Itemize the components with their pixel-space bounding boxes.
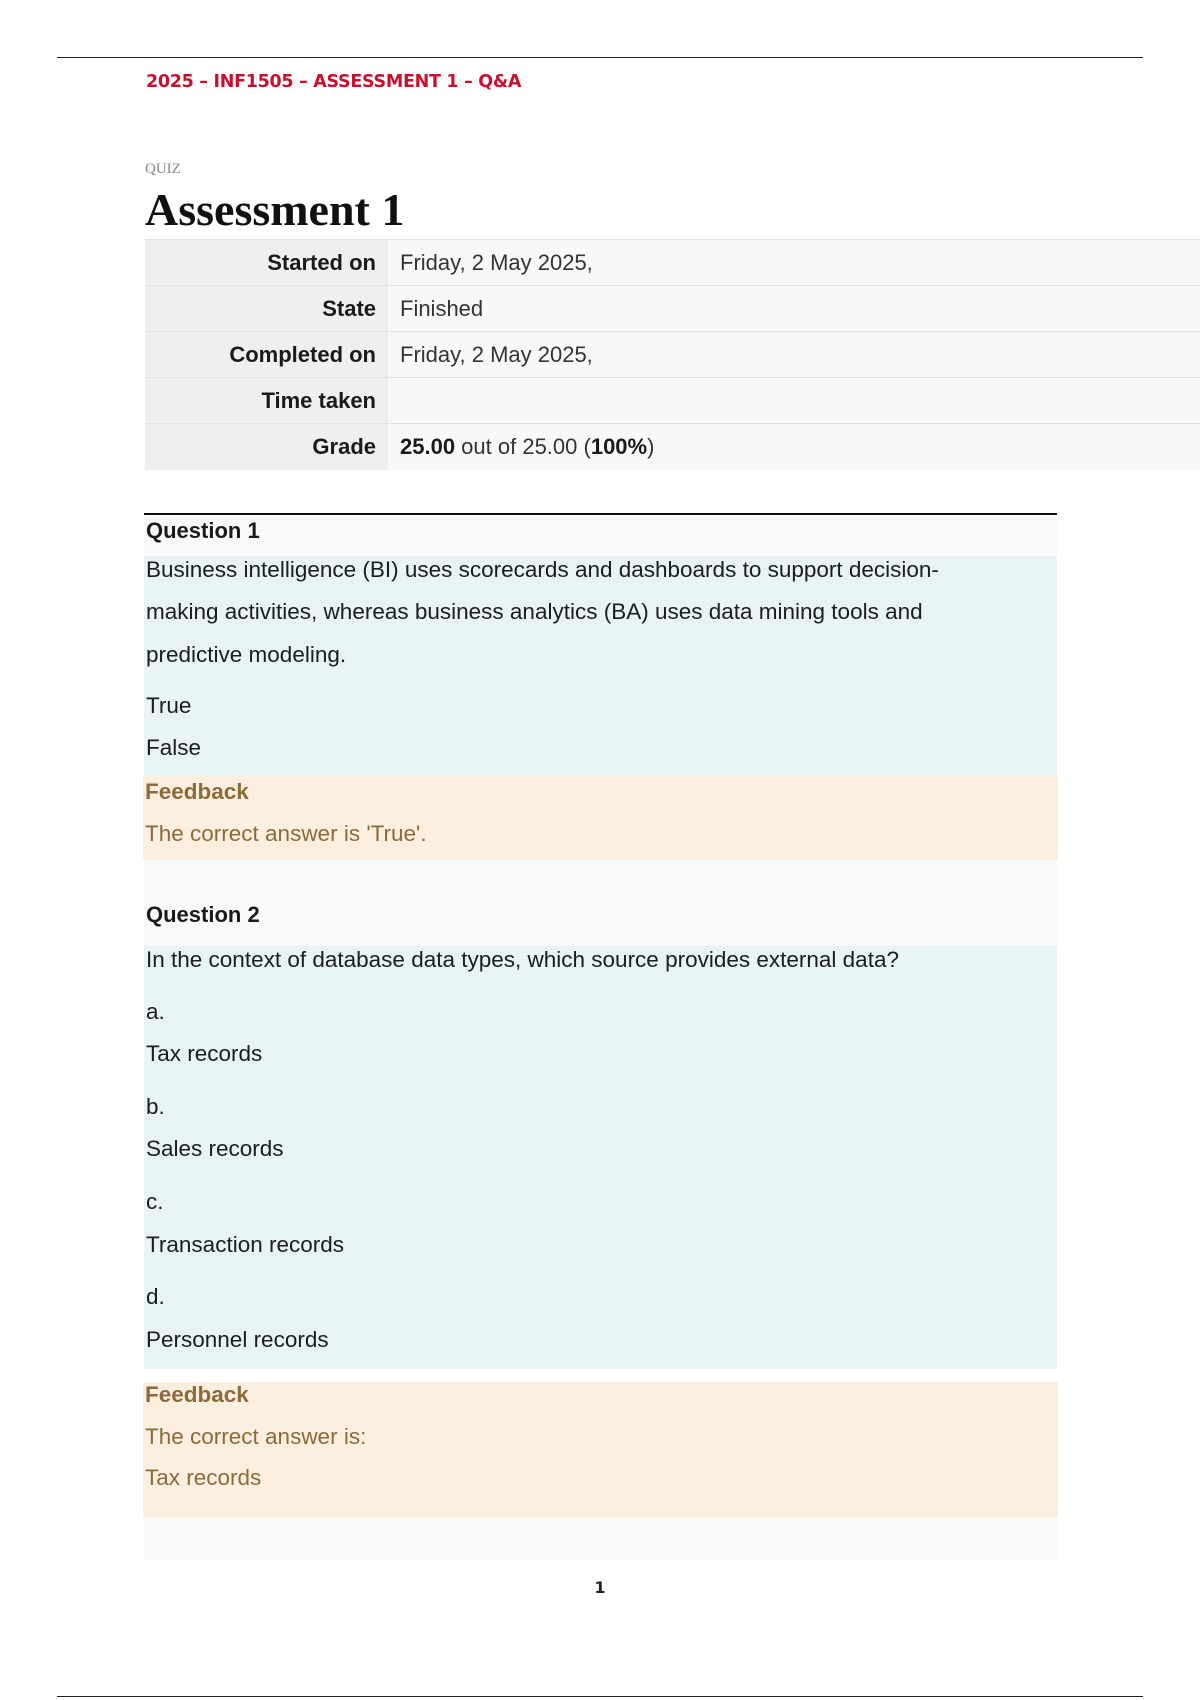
summary-row-started — [145, 240, 1200, 286]
quiz-label: QUIZ — [145, 161, 181, 177]
question-1-content — [144, 556, 1057, 776]
question-1-footer — [144, 860, 1057, 902]
question-2-option-b-letter: b. — [146, 1094, 165, 1119]
completed-on-label: Completed on — [145, 332, 388, 378]
summary-row-state — [145, 286, 1200, 332]
document-header: 2025 – INF1505 – ASSESSMENT 1 – Q&A — [146, 72, 522, 92]
grade-close: ) — [647, 433, 655, 459]
top-rule — [57, 57, 1143, 58]
question-2-feedback-answer: Tax records — [145, 1465, 262, 1490]
page-number: 1 — [594, 1578, 606, 1597]
question-1-option-false[interactable]: False — [146, 735, 202, 760]
summary-row-grade — [145, 424, 1200, 470]
question-1-feedback-title: Feedback — [145, 779, 249, 804]
question-2-title: Question 2 — [146, 902, 260, 927]
summary-row-time-taken — [145, 378, 1200, 424]
question-2-option-a-letter: a. — [146, 999, 165, 1024]
question-2-feedback-title: Feedback — [145, 1382, 249, 1407]
question-2-option-a[interactable]: Tax records — [146, 1041, 263, 1066]
time-taken-value — [388, 378, 1200, 424]
question-2-option-c[interactable]: Transaction records — [146, 1232, 344, 1257]
question-1-text-line: making activities, whereas business analytics (BA) uses data mining tools and — [146, 599, 923, 624]
question-1-feedback — [143, 776, 1058, 860]
attempt-summary-table — [145, 239, 1200, 470]
question-2-feedback — [143, 1382, 1058, 1518]
question-1-option-true[interactable]: True — [146, 693, 192, 718]
started-on-value: Friday, 2 May 2025, — [388, 240, 1200, 286]
question-1-text-line: Business intelligence (BI) uses scorecards and dashboards to support decision- — [146, 557, 939, 582]
question-2-content — [144, 946, 1057, 1369]
question-2-option-c-letter: c. — [146, 1189, 164, 1214]
question-1-title: Question 1 — [146, 518, 260, 543]
state-value: Finished — [388, 286, 1200, 332]
grade-percent: 100% — [590, 433, 648, 459]
quiz-title: Assessment 1 — [145, 184, 405, 235]
question-1-feedback-text: The correct answer is 'True'. — [145, 821, 427, 846]
question-2-header — [144, 902, 1057, 946]
summary-row-completed — [145, 332, 1200, 378]
question-2-footer — [144, 1518, 1057, 1560]
grade-score: 25.00 — [400, 433, 456, 459]
started-on-label: Started on — [145, 240, 388, 286]
question-1-header — [144, 515, 1057, 556]
question-2-text: In the context of database data types, which source provides external data? — [146, 947, 899, 972]
question-2-option-d-letter: d. — [146, 1284, 165, 1309]
grade-value — [388, 424, 1200, 470]
completed-on-value: Friday, 2 May 2025, — [388, 332, 1200, 378]
time-taken-label: Time taken — [145, 378, 388, 424]
question-2-option-d[interactable]: Personnel records — [146, 1327, 329, 1352]
bottom-rule — [57, 1696, 1143, 1697]
question-2-option-b[interactable]: Sales records — [146, 1136, 284, 1161]
state-label: State — [145, 286, 388, 332]
grade-out-of: out of 25.00 ( — [455, 433, 591, 459]
grade-label: Grade — [145, 424, 388, 470]
question-1-text-line: predictive modeling. — [146, 642, 347, 667]
question-2-feedback-intro: The correct answer is: — [145, 1424, 367, 1449]
